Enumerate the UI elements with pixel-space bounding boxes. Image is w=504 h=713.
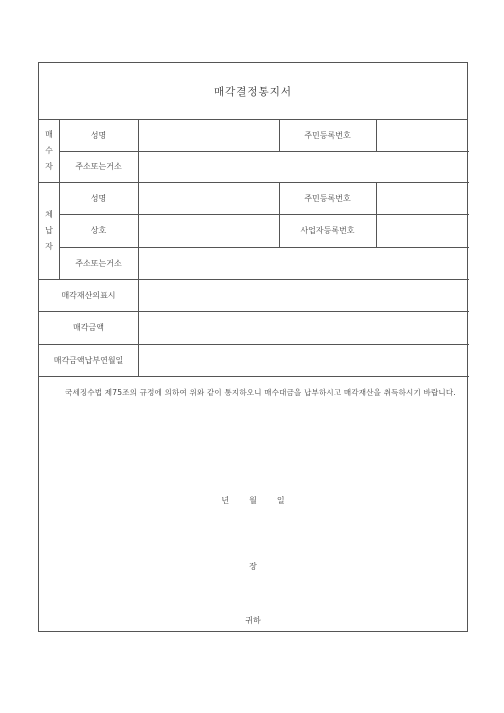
delinquent-bizno-value[interactable]	[376, 214, 469, 247]
property-value[interactable]	[138, 279, 469, 311]
delinquent-id-label: 주민등록번호	[304, 193, 351, 203]
delinquent-id-value[interactable]	[376, 182, 469, 214]
delinquent-trade-value[interactable]	[138, 214, 279, 247]
buyer-id-label: 주민등록번호	[304, 130, 351, 140]
amount-label: 매각금액	[73, 323, 104, 332]
buyer-id-value[interactable]	[376, 119, 469, 151]
amount-value[interactable]	[138, 311, 469, 344]
buyer-name-label: 성명	[90, 130, 107, 140]
document-title: 매각결정통지서	[39, 63, 467, 120]
due-date-label: 매각금액납부연월일	[53, 355, 124, 365]
delinquent-trade-label: 상호	[90, 226, 107, 235]
due-date-value[interactable]	[138, 344, 469, 376]
date-month-label: 월	[249, 496, 257, 505]
notice-form	[38, 62, 468, 632]
buyer-address-value[interactable]	[138, 151, 469, 182]
date-year-label: 년	[221, 496, 230, 505]
delinquent-group-label: 체 납 자	[45, 209, 53, 251]
property-label: 매각재산의표시	[61, 290, 116, 300]
buyer-name-value[interactable]	[138, 119, 279, 151]
row-divider	[39, 376, 469, 377]
delinquent-name-label: 성명	[90, 193, 107, 203]
notice-text: 국세징수법 제75조의 규정에 의하여 위와 같이 통지하오니 매수대금을 납부하시고 매각재산을 취득하시기 바랍니다.	[65, 388, 456, 397]
buyer-group-label: 매 수 자	[45, 129, 53, 171]
delinquent-name-value[interactable]	[138, 182, 279, 214]
issue-date	[39, 495, 467, 506]
buyer-address-label: 주소또는거소	[75, 162, 122, 171]
recipient-line: 귀하	[245, 616, 261, 625]
delinquent-bizno-label: 사업자등록번호	[300, 226, 355, 235]
delinquent-address-value[interactable]	[138, 247, 469, 279]
delinquent-address-label: 주소또는거소	[75, 258, 122, 268]
date-day-label: 일	[276, 496, 285, 505]
issuer-title: 장	[249, 562, 257, 571]
